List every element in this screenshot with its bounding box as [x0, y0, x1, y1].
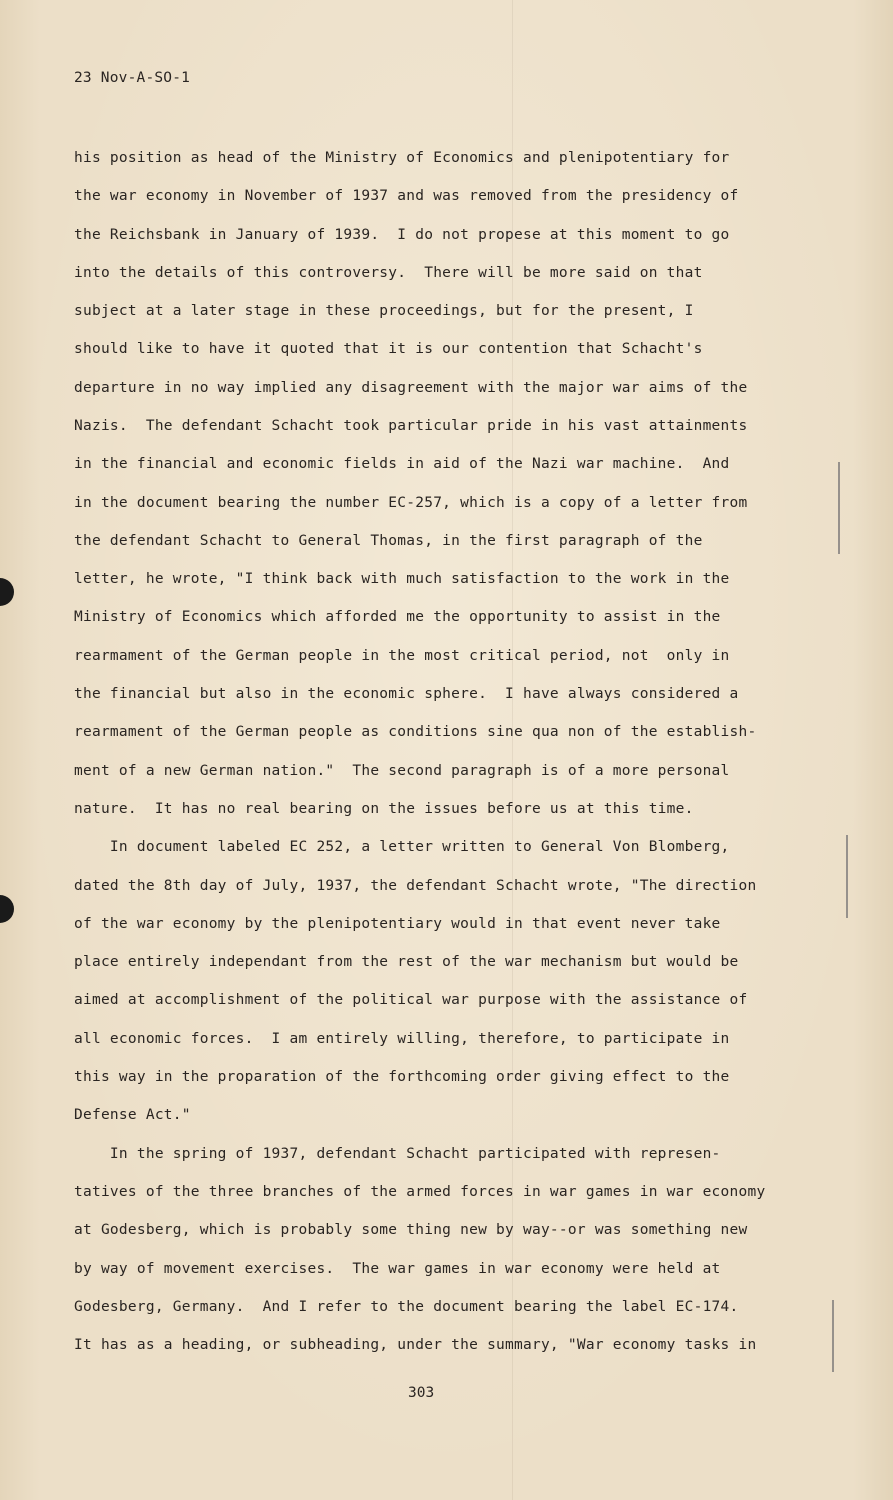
margin-mark	[832, 1300, 834, 1372]
text-line: at Godesberg, which is probably some thing new by way--or was something new	[74, 1222, 748, 1238]
text-line: the financial but also in the economic sphere. I have always considered a	[74, 686, 739, 702]
text-line: departure in no way implied any disagreement with the major war aims of the	[74, 380, 748, 396]
text-line: the war economy in November of 1937 and was removed from the presidency of	[74, 188, 739, 204]
text-line: Ministry of Economics which afforded me the opportunity to assist in the	[74, 609, 721, 625]
page-number: 303	[408, 1385, 435, 1401]
text-line: into the details of this controversy. There will be more said on that	[74, 265, 703, 281]
text-line: by way of movement exercises. The war games in war economy were held at	[74, 1261, 721, 1277]
text-line: should like to have it quoted that it is our contention that Schacht's	[74, 341, 703, 357]
punch-hole	[0, 578, 14, 606]
text-line: Nazis. The defendant Schacht took particular pride in his vast attainments	[74, 418, 748, 434]
text-line: dated the 8th day of July, 1937, the defendant Schacht wrote, "The direction	[74, 878, 757, 894]
text-line: the Reichsbank in January of 1939. I do not propese at this moment to go	[74, 227, 730, 243]
margin-mark	[846, 835, 848, 918]
punch-hole	[0, 895, 14, 923]
text-line: nature. It has no real bearing on the issues before us at this time.	[74, 801, 694, 817]
text-line: Godesberg, Germany. And I refer to the document bearing the label EC-174.	[74, 1299, 739, 1315]
text-line: in the document bearing the number EC-257, which is a copy of a letter from	[74, 495, 748, 511]
text-line: rearmament of the German people as conditions sine qua non of the establish-	[74, 724, 757, 740]
text-line: the defendant Schacht to General Thomas, in the first paragraph of the	[74, 533, 703, 549]
text-line: subject at a later stage in these proceedings, but for the present, I	[74, 303, 694, 319]
text-line: letter, he wrote, "I think back with much satisfaction to the work in the	[74, 571, 730, 587]
text-line: In the spring of 1937, defendant Schacht participated with represen-	[74, 1146, 721, 1162]
text-line: rearmament of the German people in the most critical period, not only in	[74, 648, 730, 664]
text-line: tatives of the three branches of the armed forces in war games in war economy	[74, 1184, 766, 1200]
text-line: place entirely independant from the rest of the war mechanism but would be	[74, 954, 739, 970]
text-line: this way in the proparation of the forthcoming order giving effect to the	[74, 1069, 730, 1085]
text-line: aimed at accomplishment of the political war purpose with the assistance of	[74, 992, 748, 1008]
margin-mark	[838, 462, 840, 554]
text-line: in the financial and economic fields in aid of the Nazi war machine. And	[74, 456, 730, 472]
text-line: In document labeled EC 252, a letter written to General Von Blomberg,	[74, 839, 730, 855]
text-line: ment of a new German nation." The second paragraph is of a more personal	[74, 763, 730, 779]
text-line: Defense Act."	[74, 1107, 191, 1123]
text-line: It has as a heading, or subheading, under the summary, "War economy tasks in	[74, 1337, 757, 1353]
text-line: of the war economy by the plenipotentiary would in that event never take	[74, 916, 721, 932]
text-line: his position as head of the Ministry of Economics and plenipotentiary for	[74, 150, 730, 166]
text-line: all economic forces. I am entirely willing, therefore, to participate in	[74, 1031, 730, 1047]
document-header-code: 23 Nov-A-SO-1	[74, 70, 191, 86]
